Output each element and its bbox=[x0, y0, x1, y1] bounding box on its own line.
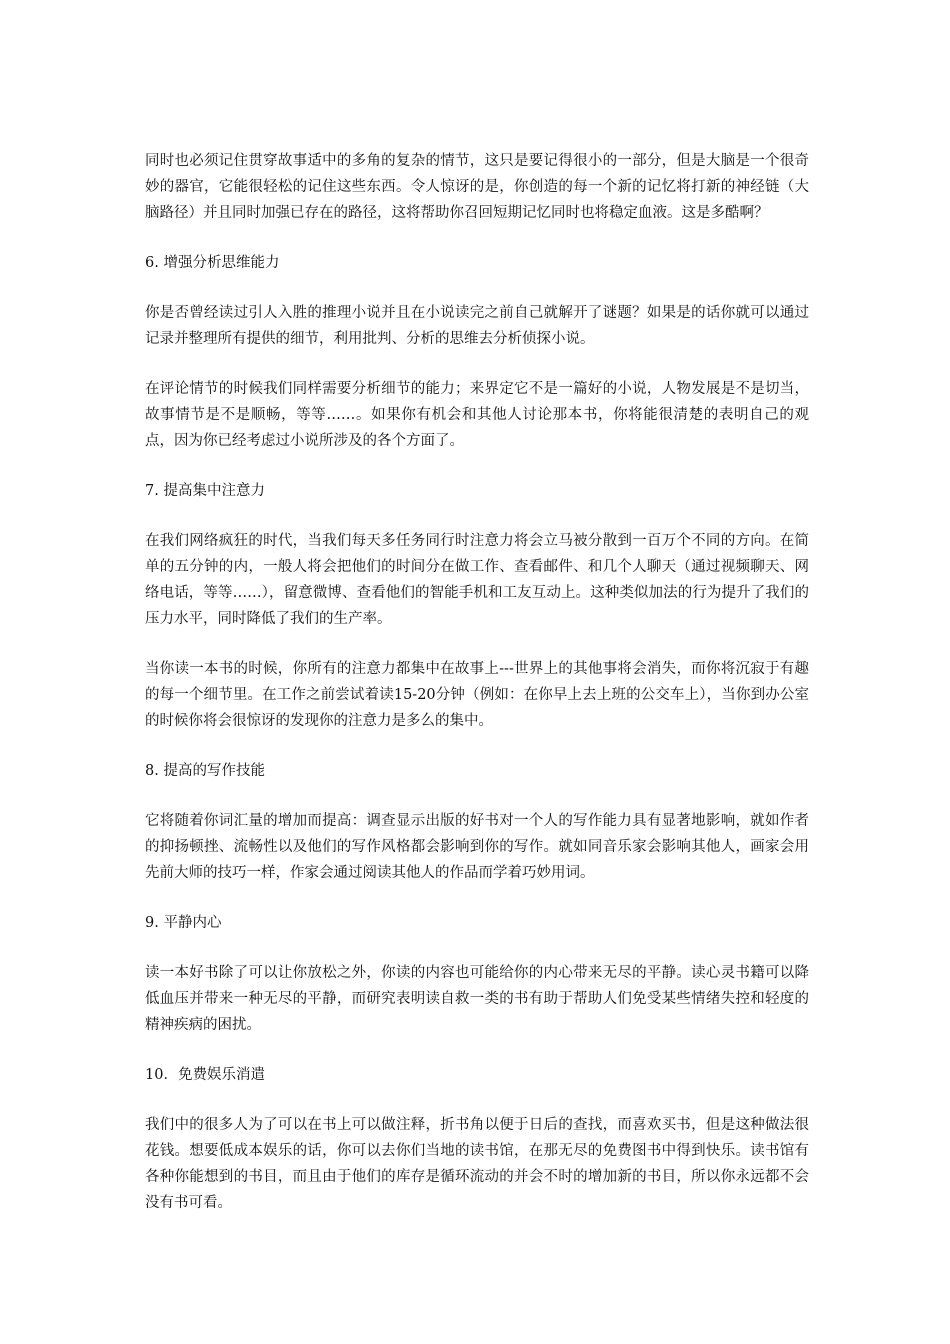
section-8-heading: 8. 提高的写作技能 bbox=[145, 763, 265, 779]
paragraph-writing: 它将随着你词汇量的增加而提高：调查显示出版的好书对一个人的写作能力具有显著地影响，就如作者的抑扬顿挫、流畅性以及他们的写作风格都会影响到你的写作。就如同音乐家会影响其他人，画家会用先前大师的技巧一样，作家会通过阅读其他人的作品而学着巧妙用词。 bbox=[145, 813, 809, 881]
section-10-heading: 10．免费娱乐消遣 bbox=[145, 1067, 265, 1083]
paragraph-focus-2: 当你读一本书的时候，你所有的注意力都集中在故事上---世界上的其他事将会消失，而你将沉寂于有趣的每一个细节里。在工作之前尝试着读15-20分钟（例如：在你早上去上班的公交车上），当你到办公室的时候你将会很惊讶的发现你的注意力是多么的集中。 bbox=[145, 661, 809, 729]
paragraph-analysis-1: 你是否曾经读过引人入胜的推理小说并且在小说读完之前自己就解开了谜题？如果是的话你就可以通过记录并整理所有提供的细节，利用批判、分析的思维去分析侦探小说。 bbox=[145, 305, 809, 347]
section-7-heading: 7. 提高集中注意力 bbox=[145, 483, 265, 499]
section-6-heading: 6. 增强分析思维能力 bbox=[145, 255, 280, 271]
paragraph-memory: 同时也必须记住贯穿故事适中的多角的复杂的情节，这只是要记得很小的一部分，但是大脑是一个很奇妙的器官，它能很轻松的记住这些东西。令人惊讶的是，你创造的每一个新的记忆将打新的神经链（大脑路径）并且同时加强已存在的路径，这将帮助你召回短期记忆同时也将稳定血液。这是多酷啊？ bbox=[145, 153, 809, 221]
document-page bbox=[145, 148, 809, 1240]
paragraph-entertainment: 我们中的很多人为了可以在书上可以做注释，折书角以便于日后的查找，而喜欢买书，但是这种做法很花钱。想要低成本娱乐的话，你可以去你们当地的读书馆，在那无尽的免费图书中得到快乐。读书馆有各种你能想到的书目，而且由于他们的库存是循环流动的并会不时的增加新的书目，所以你永远都不会没有书可看。 bbox=[145, 1117, 809, 1211]
section-9-heading: 9. 平静内心 bbox=[145, 915, 222, 931]
paragraph-focus-1: 在我们网络疯狂的时代，当我们每天多任务同行时注意力将会立马被分散到一百万个不同的方向。在简单的五分钟的内，一般人将会把他们的时间分在做工作、查看邮件、和几个人聊天（通过视频聊天、网络电话，等等……），留意微博、查看他们的智能手机和工友互动上。这种类似加法的行为提升了我们的压力水平，同时降低了我们的生产率。 bbox=[145, 533, 809, 627]
paragraph-calm: 读一本好书除了可以让你放松之外，你读的内容也可能给你的内心带来无尽的平静。读心灵书籍可以降低血压并带来一种无尽的平静，而研究表明读自救一类的书有助于帮助人们免受某些情绪失控和轻度的精神疾病的困扰。 bbox=[145, 965, 809, 1033]
paragraph-analysis-2: 在评论情节的时候我们同样需要分析细节的能力；来界定它不是一篇好的小说，人物发展是不是切当，故事情节是不是顺畅，等等……。如果你有机会和其他人讨论那本书，你将能很清楚的表明自己的观点，因为你已经考虑过小说所涉及的各个方面了。 bbox=[145, 381, 809, 449]
